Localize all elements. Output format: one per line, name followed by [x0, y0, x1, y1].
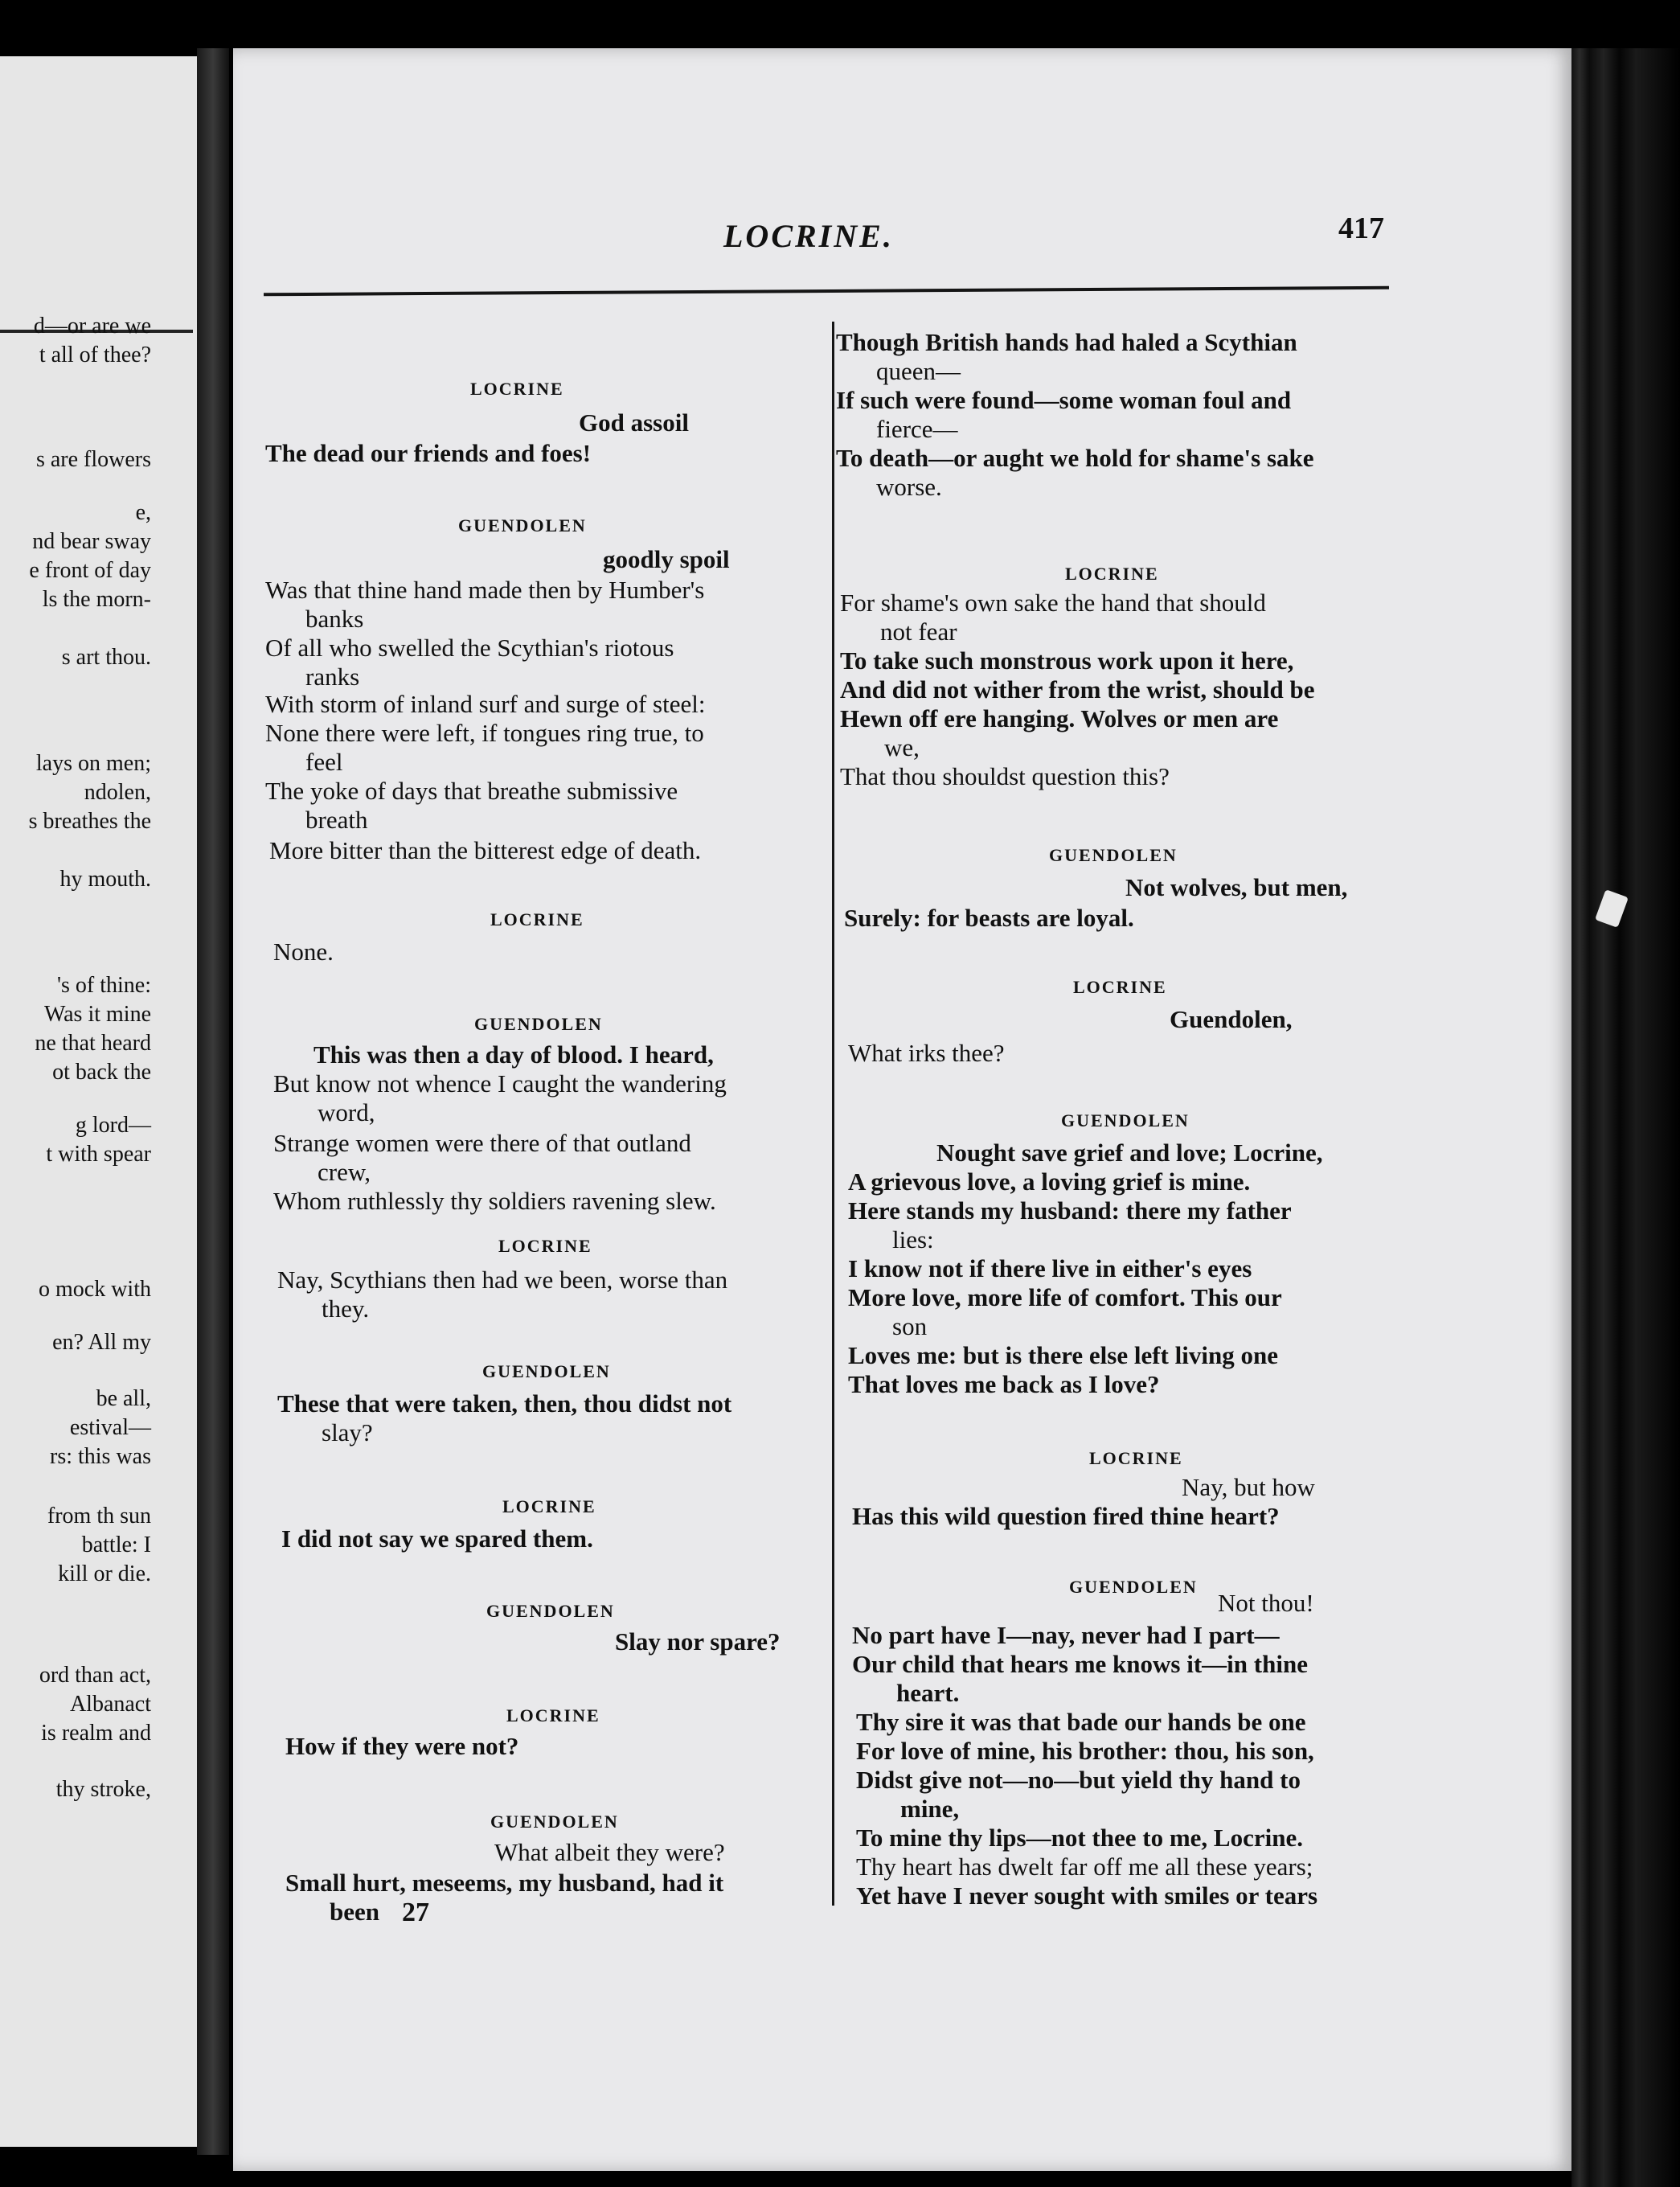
verse-line: heart.: [896, 1679, 960, 1707]
speaker-name: GUENDOLEN: [458, 515, 587, 535]
previous-page-line: rs: this was: [50, 1444, 151, 1469]
verse-line: slay?: [322, 1418, 373, 1446]
page-header: [233, 211, 1571, 273]
verse-line: I know not if there live in either's eyes: [848, 1254, 1252, 1282]
verse-line: worse.: [876, 473, 942, 501]
verse-line: Guendolen,: [1170, 1005, 1293, 1033]
speaker-name: GUENDOLEN: [1069, 1577, 1198, 1597]
previous-page-line: s are flowers: [35, 447, 151, 472]
previous-page-line: Was it mine: [43, 1002, 151, 1027]
verse-line: More love, more life of comfort. This our: [848, 1283, 1282, 1311]
verse-line: mine,: [900, 1795, 960, 1823]
running-title: LOCRINE.: [723, 218, 894, 254]
verse-line: None there were left, if tongues ring true, to: [265, 719, 704, 747]
verse-line: Thy heart has dwelt far off me all these years;: [856, 1853, 1313, 1881]
previous-page-line: thy stroke,: [55, 1777, 151, 1802]
speaker-name: LOCRINE: [490, 909, 584, 929]
speaker-name: GUENDOLEN: [482, 1361, 611, 1381]
verse-line: Hewn off ere hanging. Wolves or men are: [840, 704, 1279, 732]
verse-line: That thou shouldst question this?: [840, 762, 1170, 790]
verse-line: None.: [273, 938, 334, 966]
verse-line: we,: [884, 733, 920, 761]
verse-line: Not thou!: [1218, 1589, 1314, 1617]
verse-line: Didst give not—no—but yield thy hand to: [856, 1766, 1301, 1794]
verse-line: Though British hands had haled a Scythian: [836, 328, 1297, 356]
previous-page-line: g lord—: [75, 1113, 151, 1138]
previous-page-line: battle: I: [81, 1533, 151, 1557]
verse-line: Was that thine hand made then by Humber's: [265, 576, 705, 604]
verse-line: lies:: [892, 1225, 934, 1254]
verse-line: A grievous love, a loving grief is mine.: [848, 1167, 1251, 1196]
verse-line: I did not say we spared them.: [281, 1524, 593, 1553]
previous-page-line: s art thou.: [61, 645, 151, 670]
verse-line: What irks thee?: [848, 1039, 1005, 1067]
verse-line: Not wolves, but men,: [1125, 873, 1348, 901]
verse-line: Nay, Scythians then had we been, worse than: [277, 1266, 728, 1294]
verse-line: This was then a day of blood. I heard,: [313, 1040, 714, 1069]
verse-line: son: [892, 1312, 928, 1340]
book-right-edge: [1571, 48, 1680, 2187]
previous-page-line: Albanact: [69, 1692, 151, 1717]
verse-line: That loves me back as I love?: [848, 1370, 1160, 1398]
previous-page-line: ls the morn-: [42, 587, 151, 612]
previous-page-line: nd bear sway: [32, 529, 151, 554]
previous-page-line: kill or die.: [58, 1561, 151, 1586]
book-gutter: [197, 48, 229, 2155]
speaker-name: LOCRINE: [470, 379, 564, 399]
speaker-name: LOCRINE: [1089, 1448, 1183, 1468]
verse-line: More bitter than the bitterest edge of death.: [269, 836, 702, 864]
verse-line: Our child that hears me knows it—in thine: [852, 1650, 1308, 1678]
speaker-name: GUENDOLEN: [474, 1014, 603, 1034]
speaker-name: LOCRINE: [498, 1236, 592, 1256]
verse-line: fierce—: [876, 415, 958, 443]
previous-page-line: e,: [135, 500, 151, 525]
verse-line: To death—or aught we hold for shame's sake: [836, 444, 1314, 472]
verse-line: Has this wild question fired thine heart?: [852, 1502, 1280, 1530]
speaker-name: GUENDOLEN: [1061, 1110, 1190, 1130]
column-divider: [832, 322, 834, 1906]
verse-line: Thy sire it was that bade our hands be one: [856, 1708, 1306, 1736]
speaker-name: LOCRINE: [506, 1705, 600, 1725]
previous-page-line: lays on men;: [35, 751, 151, 776]
verse-line: The dead our friends and foes!: [265, 439, 592, 467]
verse-line: If such were found—some woman foul and: [836, 386, 1292, 414]
previous-page-line: o mock with: [39, 1277, 151, 1302]
verse-line: Small hurt, meseems, my husband, had it: [285, 1869, 724, 1897]
verse-line: crew,: [318, 1158, 371, 1186]
previous-page-line: d—or are we: [33, 314, 151, 339]
verse-line: word,: [318, 1098, 375, 1126]
verse-line: The yoke of days that breathe submissive: [265, 777, 678, 805]
previous-page-line: hy mouth.: [59, 867, 151, 892]
verse-line: feel: [305, 748, 343, 776]
previous-page-line: t with spear: [46, 1142, 151, 1167]
book-page: [233, 48, 1571, 2171]
verse-line: breath: [305, 806, 368, 834]
verse-line: banks: [305, 605, 364, 633]
speaker-name: GUENDOLEN: [490, 1812, 619, 1832]
previous-page-line: estival—: [69, 1415, 151, 1440]
verse-line: they.: [322, 1295, 370, 1323]
verse-line: Nay, but how: [1182, 1473, 1315, 1501]
verse-line: To take such monstrous work upon it here,: [840, 646, 1294, 675]
previous-page-line: is realm and: [41, 1721, 151, 1746]
verse-line: What albeit they were?: [494, 1838, 725, 1866]
speaker-name: LOCRINE: [502, 1496, 596, 1516]
verse-line: No part have I—nay, never had I part—: [852, 1621, 1280, 1649]
previous-page-line: ot back the: [52, 1060, 151, 1085]
verse-line: Slay nor spare?: [615, 1627, 781, 1656]
verse-line: Loves me: but is there else left living one: [848, 1341, 1278, 1369]
previous-page-line: ne that heard: [35, 1031, 151, 1056]
page-number: 417: [1338, 211, 1384, 245]
verse-line: Nought save grief and love; Locrine,: [936, 1139, 1323, 1167]
previous-page-line: en? All my: [52, 1330, 151, 1355]
previous-page-line: 's of thine:: [56, 973, 151, 998]
verse-line: With storm of inland surf and surge of steel:: [265, 690, 706, 718]
previous-page-line: be all,: [96, 1386, 151, 1411]
verse-line: queen—: [876, 357, 961, 385]
verse-line: And did not wither from the wrist, should be: [840, 675, 1315, 704]
verse-line: Of all who swelled the Scythian's riotous: [265, 634, 674, 662]
header-rule: [264, 286, 1389, 297]
verse-line: For love of mine, his brother: thou, his son,: [856, 1737, 1314, 1765]
verse-line: Yet have I never sought with smiles or tears: [856, 1881, 1318, 1910]
verse-line: been: [330, 1898, 379, 1926]
verse-line: Whom ruthlessly thy soldiers ravening slew.: [273, 1187, 716, 1215]
verse-line: not fear: [880, 618, 957, 646]
verse-line: Surely: for beasts are loyal.: [844, 904, 1134, 932]
verse-line: goodly spoil: [603, 545, 730, 573]
previous-page-line: ndolen,: [84, 780, 151, 805]
speaker-name: GUENDOLEN: [1049, 845, 1178, 865]
verse-line: Strange women were there of that outland: [273, 1129, 691, 1157]
verse-line: These that were taken, then, thou didst not: [277, 1389, 732, 1418]
previous-page-fragment: [0, 56, 202, 2147]
verse-line: ranks: [305, 663, 360, 691]
verse-line: To mine thy lips—not thee to me, Locrine.: [856, 1824, 1303, 1852]
verse-line: For shame's own sake the hand that should: [840, 589, 1266, 617]
folio-number: 27: [402, 1898, 429, 1927]
speaker-name: LOCRINE: [1065, 564, 1159, 584]
verse-line: Here stands my husband: there my father: [848, 1196, 1292, 1225]
speaker-name: GUENDOLEN: [486, 1601, 615, 1621]
previous-page-line: ord than act,: [39, 1663, 151, 1688]
previous-page-line: e front of day: [29, 558, 151, 583]
speaker-name: LOCRINE: [1073, 977, 1167, 997]
previous-page-line: t all of thee?: [39, 343, 151, 367]
verse-line: But know not whence I caught the wandering: [273, 1069, 727, 1098]
previous-page-line: s breathes the: [28, 809, 151, 834]
previous-page-line: from th sun: [47, 1504, 151, 1528]
verse-line: God assoil: [579, 408, 689, 437]
verse-line: How if they were not?: [285, 1732, 519, 1760]
